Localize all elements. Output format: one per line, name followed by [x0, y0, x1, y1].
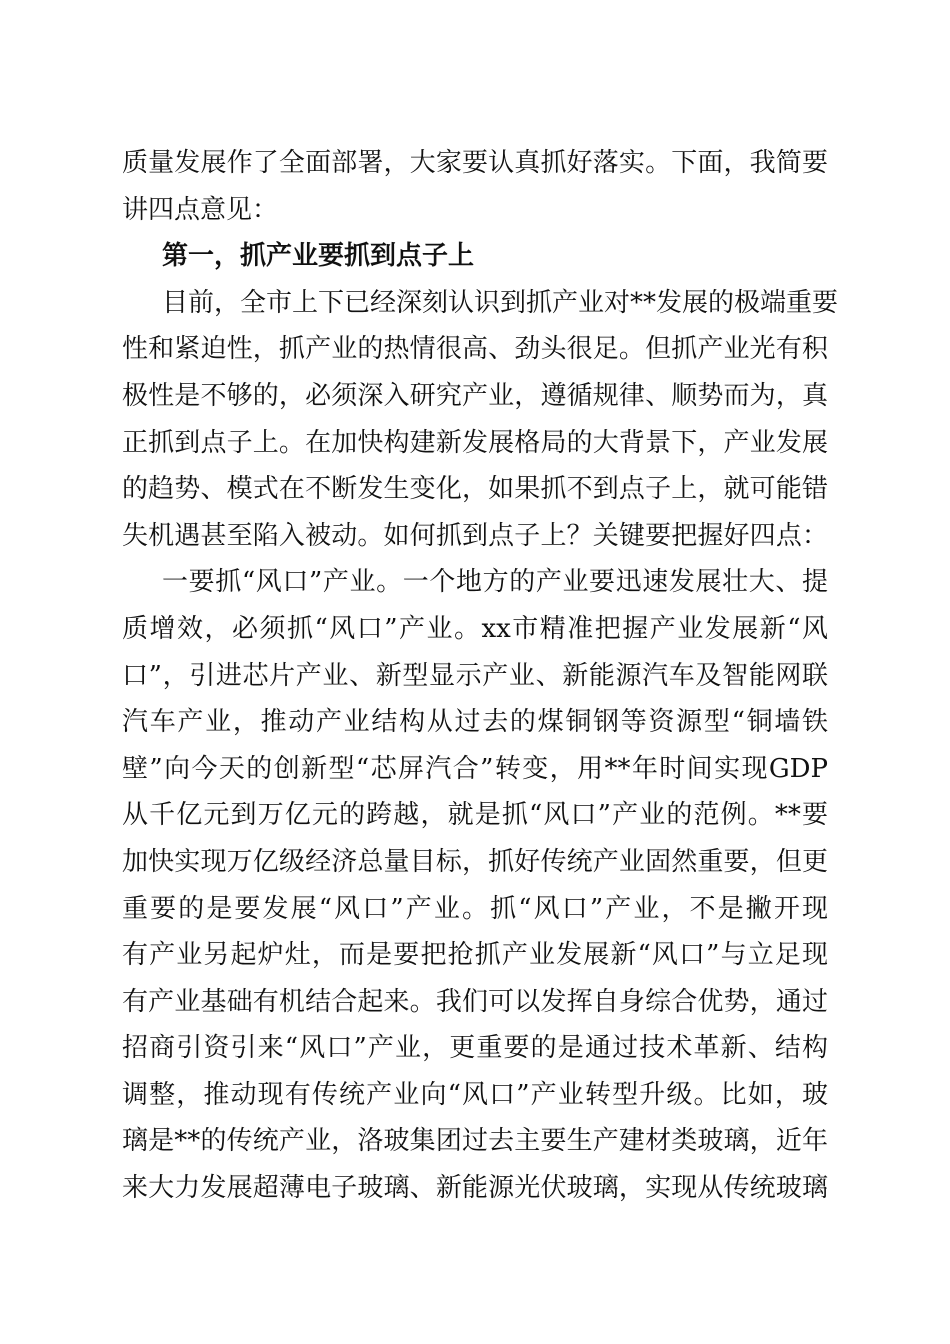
paragraph-line: 从千亿元到万亿元的跨越，就是抓“风口”产业的范例。**要: [122, 800, 828, 831]
section-heading: 第一，抓产业要抓到点子上: [162, 241, 475, 272]
paragraph-line: 调整，推动现有传统产业向“风口”产业转型升级。比如，玻: [122, 1079, 828, 1110]
document-body: [122, 140, 839, 1212]
paragraph-line: 招商引资引来“风口”产业，更重要的是通过技术革新、结构: [122, 1033, 828, 1064]
paragraph-line: 质量发展作了全面部署，大家要认真抓好落实。下面，我简要: [122, 148, 828, 178]
paragraph-line: 极性是不够的，必须深入研究产业，遵循规律、顺势而为，真: [122, 380, 828, 411]
paragraph-line: 性和紧迫性，抓产业的热情很高、劲头很足。但抓产业光有积: [122, 334, 828, 365]
paragraph-line: 有产业另起炉灶，而是要把抢抓产业发展新“风口”与立足现: [122, 940, 828, 971]
paragraph-line: 一要抓“风口”产业。一个地方的产业要迅速发展壮大、提: [162, 567, 828, 598]
paragraph-line: 重要的是要发展“风口”产业。抓“风口”产业，不是撇开现: [122, 893, 828, 924]
paragraph-line: 目前，全市上下已经深刻认识到抓产业对**发展的极端重要: [162, 287, 839, 318]
paragraph-line: 讲四点意见：: [122, 194, 279, 225]
paragraph-line: 璃是**的传统产业，洛玻集团过去主要生产建材类玻璃，近年: [122, 1126, 828, 1157]
paragraph-line: 失机遇甚至陷入被动。如何抓到点子上？关键要把握好四点：: [122, 520, 828, 551]
paragraph-line: 质增效，必须抓“风口”产业。xx市精准把握产业发展新“风: [122, 613, 828, 644]
paragraph-line: 汽车产业，推动产业结构从过去的煤铜钢等资源型“铜墙铁: [122, 707, 828, 738]
paragraph-line: 有产业基础有机结合起来。我们可以发挥自身综合优势，通过: [122, 986, 828, 1017]
paragraph-line: 的趋势、模式在不断发生变化，如果抓不到点子上，就可能错: [122, 474, 828, 505]
paragraph-line: 加快实现万亿级经济总量目标，抓好传统产业固然重要，但更: [122, 846, 828, 877]
paragraph-line: 来大力发展超薄电子玻璃、新能源光伏玻璃，实现从传统玻璃: [122, 1173, 828, 1204]
paragraph-line: 壁”向今天的创新型“芯屏汽合”转变，用**年时间实现GDP: [122, 753, 828, 784]
paragraph-line: 正抓到点子上。在加快构建新发展格局的大背景下，产业发展: [122, 427, 828, 458]
paragraph-line: 口”，引进芯片产业、新型显示产业、新能源汽车及智能网联: [122, 660, 828, 691]
